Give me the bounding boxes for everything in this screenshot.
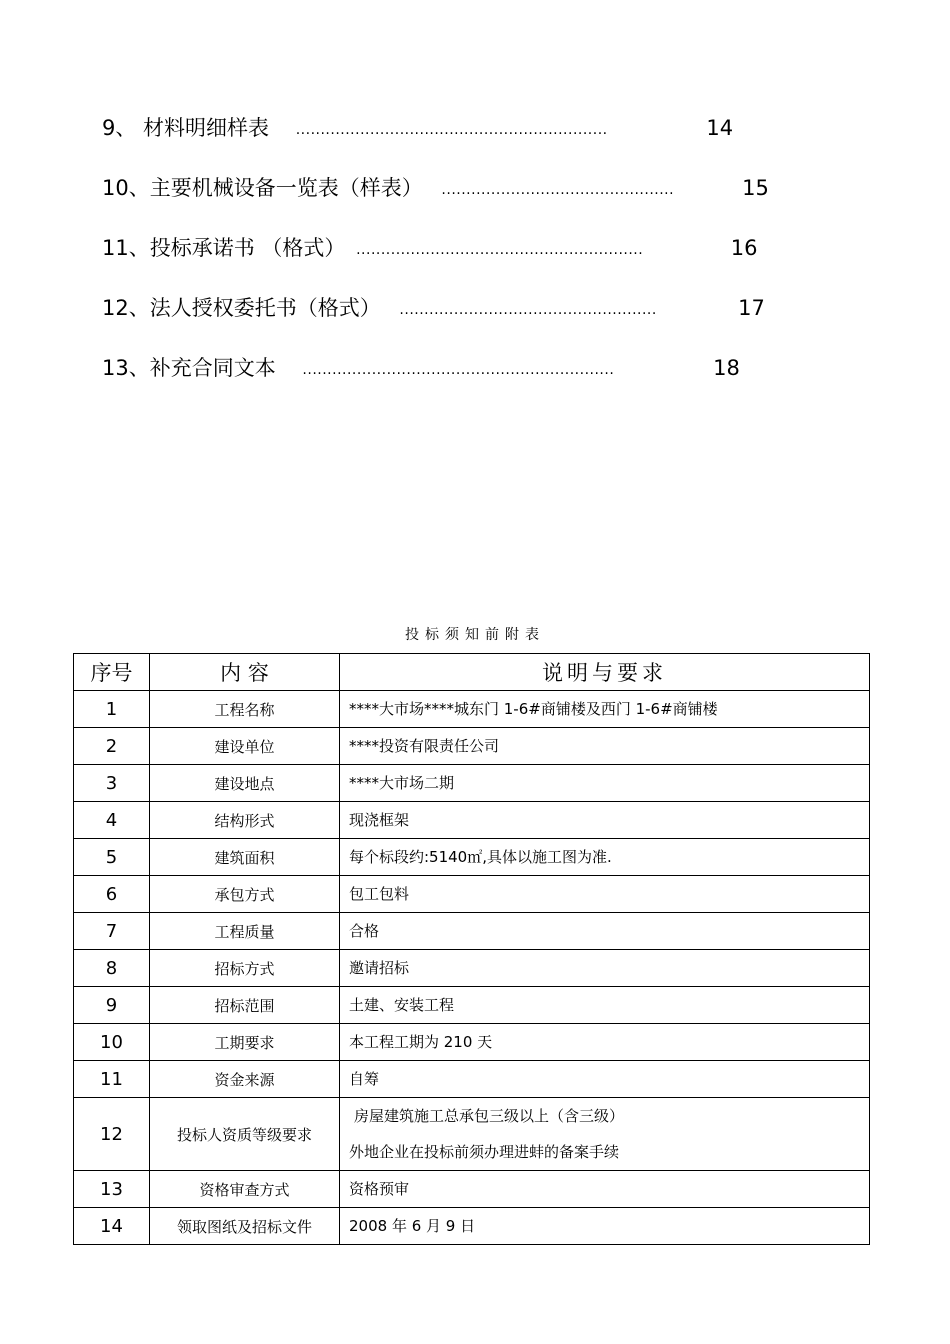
header-content: 内 容 (150, 654, 340, 691)
row-item: 工期要求 (150, 1024, 340, 1061)
row-description-text: 本工程工期为 210 天 (349, 1033, 493, 1051)
row-description (340, 765, 870, 802)
table-row (74, 802, 870, 839)
table-row (74, 1024, 870, 1061)
header-serial-number: 序号 (74, 654, 150, 691)
row-description (340, 691, 870, 728)
row-description (340, 728, 870, 765)
toc-leader-dots: ............................................................... (295, 122, 608, 138)
row-number: 14 (74, 1208, 150, 1245)
toc-entry (102, 168, 769, 208)
row-item: 资格审查方式 (150, 1171, 340, 1208)
table-row (74, 1208, 870, 1245)
row-item: 投标人资质等级要求 (150, 1098, 340, 1171)
table-row (74, 728, 870, 765)
row-description (340, 1171, 870, 1208)
row-description-text: 土建、安装工程 (349, 996, 455, 1014)
table-row (74, 913, 870, 950)
row-description (340, 987, 870, 1024)
table-row (74, 1171, 870, 1208)
row-number: 1 (74, 691, 150, 728)
row-number: 4 (74, 802, 150, 839)
row-item: 资金来源 (150, 1061, 340, 1098)
row-description (340, 950, 870, 987)
row-number: 9 (74, 987, 150, 1024)
row-description-text: ****投资有限责任公司 (349, 737, 500, 755)
row-description (340, 802, 870, 839)
toc-entry-page: 14 (706, 116, 734, 140)
row-description-text: 现浇框架 (349, 811, 410, 829)
table-row (74, 876, 870, 913)
toc-leader-dots: .................................................... (399, 302, 657, 318)
toc-entry (102, 228, 758, 268)
toc-entry-page: 17 (738, 296, 765, 320)
table-caption: 投标须知前附表 (405, 627, 545, 643)
row-number: 6 (74, 876, 150, 913)
table-row (74, 765, 870, 802)
row-description-text: 自筹 (349, 1070, 380, 1088)
row-item: 承包方式 (150, 876, 340, 913)
row-description (340, 839, 870, 876)
row-description-text: ****大市场****城东门 1-6#商铺楼及西门 1-6#商铺楼 (349, 700, 718, 718)
row-description (340, 1208, 870, 1245)
row-item: 招标范围 (150, 987, 340, 1024)
table-header-row (74, 654, 870, 691)
toc-leader-dots: ............................................................... (302, 362, 615, 378)
table-row (74, 1061, 870, 1098)
toc-entry-label: 11、投标承诺书 （格式） (102, 236, 346, 260)
row-description-text: 合格 (349, 922, 380, 940)
row-description-text: 邀请招标 (349, 959, 410, 977)
row-description-text: 房屋建筑施工总承包三级以上（含三级） (354, 1107, 625, 1125)
row-item: 工程名称 (150, 691, 340, 728)
row-description-text: 外地企业在投标前须办理进蚌的备案手续 (349, 1143, 620, 1161)
row-item: 领取图纸及招标文件 (150, 1208, 340, 1245)
toc-entry-label: 12、法人授权委托书（格式） (102, 296, 381, 320)
row-description-text: 每个标段约:5140㎡,具体以施工图为准. (349, 848, 612, 866)
row-description-text: 2008 年 6 月 9 日 (349, 1217, 476, 1235)
row-description-text: ****大市场二期 (349, 774, 455, 792)
row-number: 10 (74, 1024, 150, 1061)
toc-entry-page: 18 (713, 356, 740, 380)
table-row (74, 1098, 870, 1171)
toc-entry-label: 10、主要机械设备一览表（样表） (102, 176, 423, 200)
row-number: 2 (74, 728, 150, 765)
row-number: 5 (74, 839, 150, 876)
row-description (340, 1098, 870, 1171)
row-description (340, 1061, 870, 1098)
row-item: 结构形式 (150, 802, 340, 839)
table-row (74, 691, 870, 728)
toc-entry (102, 288, 765, 328)
toc-entry-label: 13、补充合同文本 (102, 356, 276, 380)
row-description-text: 资格预审 (349, 1180, 410, 1198)
row-number: 12 (74, 1098, 150, 1171)
row-item: 工程质量 (150, 913, 340, 950)
header-description: 说明与要求 (340, 654, 870, 691)
toc-leader-dots: ............................................... (441, 182, 675, 198)
row-number: 13 (74, 1171, 150, 1208)
row-number: 11 (74, 1061, 150, 1098)
row-item: 招标方式 (150, 950, 340, 987)
row-description (340, 1024, 870, 1061)
toc-entry-page: 16 (730, 236, 758, 260)
row-number: 8 (74, 950, 150, 987)
row-description (340, 876, 870, 913)
tender-notice-table (73, 653, 870, 1245)
row-item: 建筑面积 (150, 839, 340, 876)
toc-entry-page: 15 (742, 176, 769, 200)
row-description (340, 913, 870, 950)
table-row (74, 950, 870, 987)
table-row (74, 987, 870, 1024)
row-item: 建设单位 (150, 728, 340, 765)
row-number: 7 (74, 913, 150, 950)
toc-entry-label: 9、 材料明细样表 (102, 116, 270, 140)
row-item: 建设地点 (150, 765, 340, 802)
row-number: 3 (74, 765, 150, 802)
table-row (74, 839, 870, 876)
toc-entry (102, 348, 740, 388)
row-description-text: 包工包料 (349, 885, 410, 903)
toc-entry (102, 108, 733, 148)
toc-leader-dots: .......................................................... (356, 242, 644, 258)
